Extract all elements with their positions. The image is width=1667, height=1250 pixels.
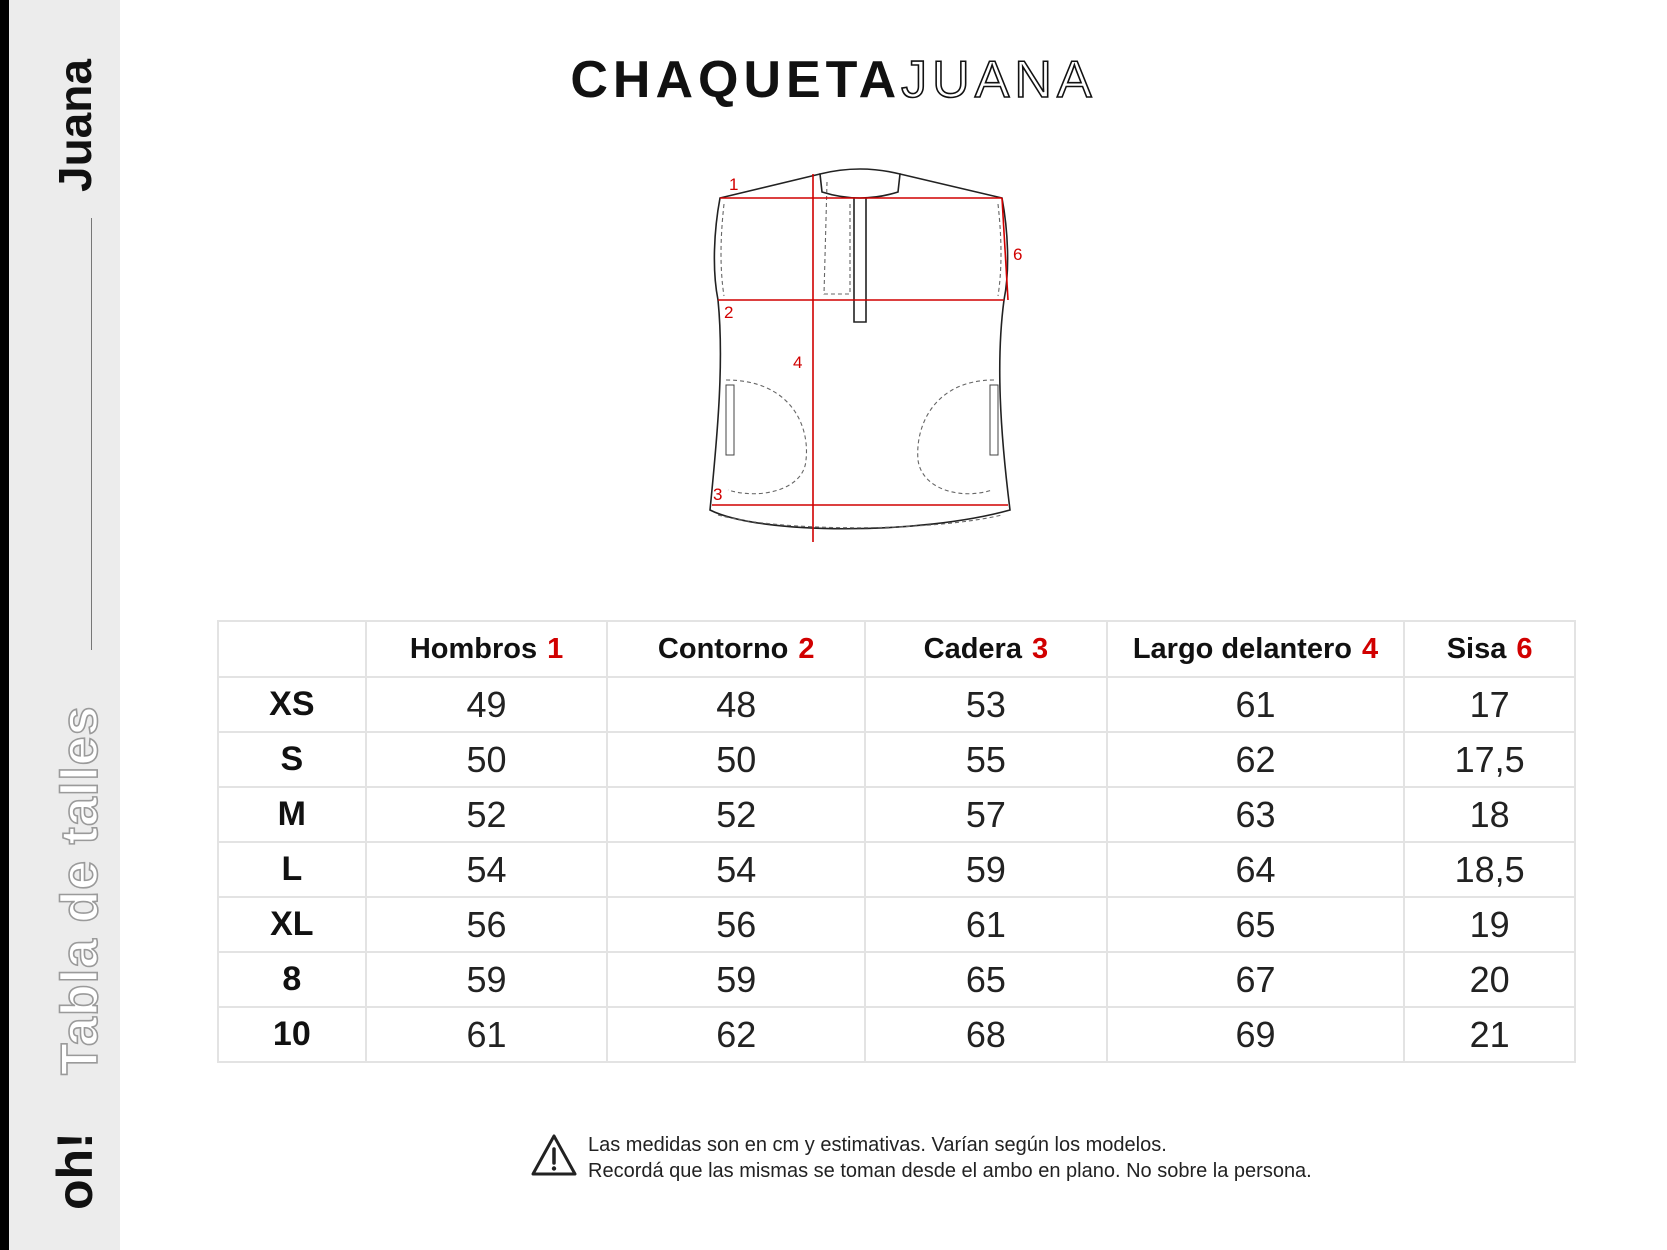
value-cell: 49 [366,677,608,732]
size-cell: 10 [218,1007,366,1062]
note-line-2: Recordá que las mismas se toman desde el ambo en plano. No sobre la persona. [588,1160,1312,1182]
value-cell: 68 [865,1007,1107,1062]
value-cell: 54 [607,842,865,897]
value-cell: 53 [865,677,1107,732]
value-cell: 65 [865,952,1107,1007]
size-table [217,620,1576,1063]
table-row [218,732,1575,787]
value-cell: 61 [1107,677,1405,732]
value-cell: 64 [1107,842,1405,897]
table-row [218,897,1575,952]
header-size [218,621,366,677]
sidebar-divider [91,218,92,650]
value-cell: 21 [1404,1007,1575,1062]
measure-label-6: 6 [1013,245,1023,264]
value-cell: 18,5 [1404,842,1575,897]
size-cell: 8 [218,952,366,1007]
table-row [218,1007,1575,1062]
table-row [218,787,1575,842]
table-row [218,842,1575,897]
value-cell: 61 [865,897,1107,952]
warning-icon [530,1132,578,1178]
sidebar-subtitle: Tabla de talles [51,705,109,1075]
value-cell: 65 [1107,897,1405,952]
table-row [218,677,1575,732]
size-cell: L [218,842,366,897]
garment-diagram [700,160,1040,550]
value-cell: 50 [607,732,865,787]
header-cadera: Cadera 3 [865,621,1107,677]
value-cell: 17 [1404,677,1575,732]
value-cell: 57 [865,787,1107,842]
sidebar [0,0,120,1250]
measure-label-4: 4 [793,353,803,372]
measure-label-3: 3 [713,485,723,504]
garment-outline [710,174,1010,529]
brand-logo: oh! [47,1132,103,1210]
title-part-1: CHAQUETA [570,51,902,109]
value-cell: 52 [366,787,608,842]
value-cell: 62 [607,1007,865,1062]
size-cell: XL [218,897,366,952]
value-cell: 56 [607,897,865,952]
value-cell: 48 [607,677,865,732]
value-cell: 63 [1107,787,1405,842]
value-cell: 69 [1107,1007,1405,1062]
value-cell: 52 [607,787,865,842]
header-largo-delantero: Largo delantero 4 [1107,621,1405,677]
size-cell: M [218,787,366,842]
size-cell: S [218,732,366,787]
value-cell: 54 [366,842,608,897]
page-title [0,50,1667,110]
value-cell: 18 [1404,787,1575,842]
garment-placket [854,198,866,322]
header-sisa: Sisa 6 [1404,621,1575,677]
note-line-1: Las medidas son en cm y estimativas. Varían según los modelos. [588,1134,1167,1156]
value-cell: 62 [1107,732,1405,787]
table-header-row [218,621,1575,677]
value-cell: 59 [366,952,608,1007]
value-cell: 59 [607,952,865,1007]
value-cell: 19 [1404,897,1575,952]
value-cell: 56 [366,897,608,952]
measure-label-1: 1 [729,175,739,194]
measure-label-2: 2 [724,303,734,322]
table-row [218,952,1575,1007]
garment-collar [820,169,900,198]
header-contorno: Contorno 2 [607,621,865,677]
value-cell: 20 [1404,952,1575,1007]
header-hombros: Hombros 1 [366,621,608,677]
value-cell: 61 [366,1007,608,1062]
sidebar-edge [0,0,9,1250]
value-cell: 55 [865,732,1107,787]
model-name: Juana [49,59,101,192]
value-cell: 67 [1107,952,1405,1007]
value-cell: 50 [366,732,608,787]
value-cell: 59 [865,842,1107,897]
title-part-2: JUANA [901,51,1097,109]
size-cell: XS [218,677,366,732]
value-cell: 17,5 [1404,732,1575,787]
